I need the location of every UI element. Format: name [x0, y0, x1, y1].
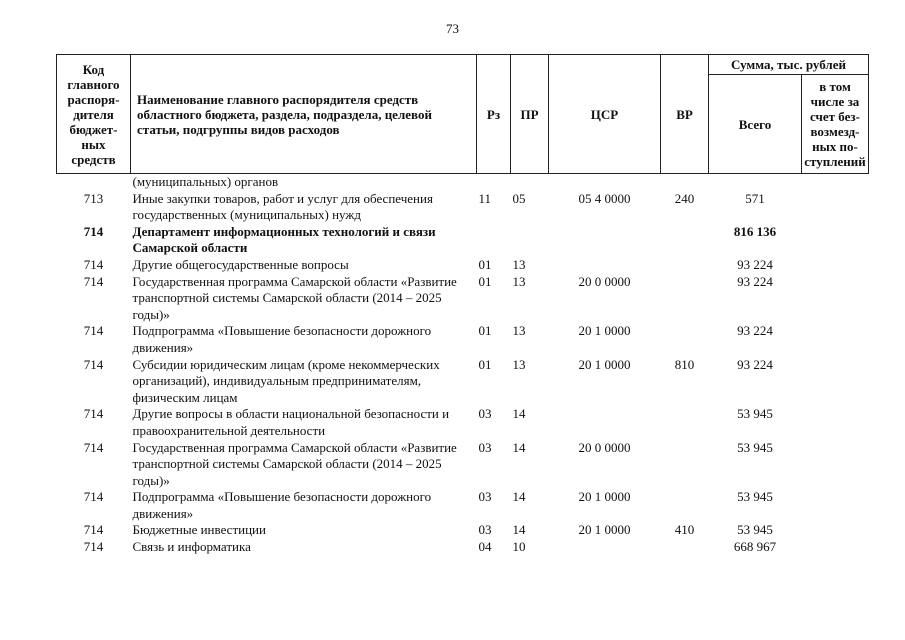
cell-name: Бюджетные инвестиции [132, 522, 266, 538]
cell-pr [511, 174, 549, 191]
cell-total: 93 224 [737, 256, 773, 272]
cell-free [802, 174, 869, 191]
cell-code [57, 174, 131, 191]
cell-pr: 13 [512, 256, 526, 272]
cell-free [802, 357, 869, 407]
cell-rz: 04 [478, 539, 492, 555]
cell-vr: 240 [674, 190, 695, 206]
cell-name: Субсидии юридическим лицам (кроме некоммерческих организаций), индивидуальным предпринимателям, физическим лицам [132, 356, 440, 405]
cell-csr: 20 1 0000 [578, 356, 631, 372]
cell-csr: 20 0 0000 [578, 439, 631, 455]
cell-rz: 03 [478, 406, 492, 422]
cell-csr [549, 174, 661, 191]
cell-name: Другие вопросы в области национальной безопасности и правоохранительной деятельности [132, 406, 450, 438]
cell-free [802, 440, 869, 490]
header-free: в том числе за счет без-возмезд-ных по-ступлений [802, 75, 869, 174]
cell-csr [549, 257, 661, 274]
header-total: Всего [709, 75, 802, 174]
cell-total: 93 224 [737, 273, 773, 289]
cell-vr [661, 257, 709, 274]
table-row [57, 539, 869, 556]
cell-total [709, 174, 802, 191]
table-row [57, 406, 869, 439]
page-number: 73 [446, 21, 459, 36]
cell-csr: 20 1 0000 [578, 323, 631, 339]
cell-rz: 01 [478, 323, 492, 339]
cell-pr: 13 [512, 273, 526, 289]
cell-vr [661, 274, 709, 324]
cell-code: 714 [83, 256, 104, 272]
cell-code: 714 [83, 273, 104, 289]
cell-vr: 810 [674, 356, 695, 372]
cell-free [802, 323, 869, 356]
cell-pr [511, 224, 549, 257]
cell-pr: 14 [512, 439, 526, 455]
cell-pr: 13 [512, 356, 526, 372]
cell-rz: 01 [478, 256, 492, 272]
cell-pr: 10 [512, 539, 526, 555]
cell-pr: 14 [512, 489, 526, 505]
cell-vr [661, 406, 709, 439]
cell-rz: 11 [478, 190, 492, 206]
budget-table [56, 54, 869, 556]
cell-total: 53 945 [737, 439, 773, 455]
cell-free [802, 489, 869, 522]
cell-pr: 05 [512, 190, 526, 206]
table-row [57, 357, 869, 407]
cell-code: 714 [83, 439, 104, 455]
cell-csr: 20 0 0000 [578, 273, 631, 289]
cell-free [802, 191, 869, 224]
table-row [57, 191, 869, 224]
cell-vr [661, 440, 709, 490]
cell-csr: 20 1 0000 [578, 522, 631, 538]
cell-rz [477, 224, 511, 257]
cell-rz [477, 174, 511, 191]
header-code: Код главного распоря-дителя бюджет-ных средств [57, 55, 131, 174]
cell-total: 53 945 [737, 489, 773, 505]
table-row [57, 440, 869, 490]
cell-rz: 03 [478, 439, 492, 455]
table-row [57, 274, 869, 324]
cell-vr [661, 224, 709, 257]
cell-csr: 05 4 0000 [578, 190, 631, 206]
cell-vr [661, 323, 709, 356]
cell-name: Государственная программа Самарской области «Развитие транспортной системы Самарской области (2014 – 2025 годы)» [132, 273, 457, 322]
cell-free [802, 224, 869, 257]
cell-code: 714 [83, 489, 104, 505]
cell-vr [661, 174, 709, 191]
cell-pr: 13 [512, 323, 526, 339]
header-csr: ЦСР [549, 55, 661, 174]
cell-code: 714 [83, 406, 104, 422]
cell-total: 53 945 [737, 522, 773, 538]
cell-code: 713 [83, 190, 104, 206]
table-row [57, 522, 869, 539]
table-row [57, 174, 869, 191]
cell-free [802, 406, 869, 439]
cell-csr: 20 1 0000 [578, 489, 631, 505]
cell-name: Подпрограмма «Повышение безопасности дорожного движения» [132, 489, 432, 521]
cell-rz: 03 [478, 522, 492, 538]
cell-name: Департамент информационных технологий и связи Самарской области [132, 223, 436, 256]
cell-total: 53 945 [737, 406, 773, 422]
cell-vr: 410 [674, 522, 695, 538]
cell-name: Связь и информатика [132, 539, 251, 555]
cell-free [802, 522, 869, 539]
cell-name: (муниципальных) органов [132, 174, 279, 189]
cell-csr [549, 406, 661, 439]
header-rz: Рз [477, 55, 511, 174]
cell-rz: 03 [478, 489, 492, 505]
cell-rz: 01 [478, 273, 492, 289]
table-row [57, 257, 869, 274]
cell-free [802, 257, 869, 274]
cell-name: Иные закупки товаров, работ и услуг для обеспечения государственных (муниципальных) нужд [132, 190, 433, 223]
cell-pr: 14 [512, 406, 526, 422]
cell-pr: 14 [512, 522, 526, 538]
cell-total: 93 224 [737, 323, 773, 339]
header-vr: ВР [661, 55, 709, 174]
cell-name: Подпрограмма «Повышение безопасности дорожного движения» [132, 323, 432, 355]
cell-csr [549, 224, 661, 257]
cell-free [802, 539, 869, 556]
cell-code: 714 [83, 356, 104, 372]
cell-name: Государственная программа Самарской области «Развитие транспортной системы Самарской области (2014 – 2025 годы)» [132, 439, 457, 488]
table-row [57, 323, 869, 356]
cell-csr [549, 539, 661, 556]
cell-name: Другие общегосударственные вопросы [132, 256, 349, 272]
table-row [57, 224, 869, 257]
cell-code: 714 [83, 522, 104, 538]
table-body [57, 174, 869, 556]
cell-total: 816 136 [733, 223, 777, 239]
header-pr: ПР [511, 55, 549, 174]
cell-code: 714 [83, 539, 104, 555]
cell-rz: 01 [478, 356, 492, 372]
header-name: Наименование главного распорядителя средств областного бюджета, раздела, подраздела, целевой статьи, подгруппы видов расходов [131, 55, 477, 174]
cell-total: 93 224 [737, 356, 773, 372]
cell-vr [661, 539, 709, 556]
cell-code: 714 [83, 223, 104, 239]
cell-total: 668 967 [733, 539, 777, 555]
table-header [57, 55, 869, 174]
header-sum-group: Сумма, тыс. рублей [709, 55, 869, 75]
table-row [57, 489, 869, 522]
cell-code: 714 [83, 323, 104, 339]
cell-vr [661, 489, 709, 522]
cell-free [802, 274, 869, 324]
cell-total: 571 [745, 190, 765, 206]
